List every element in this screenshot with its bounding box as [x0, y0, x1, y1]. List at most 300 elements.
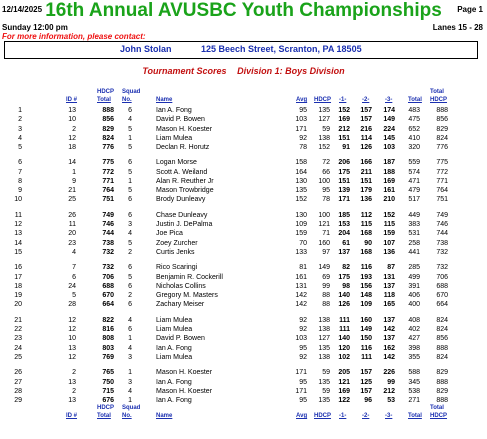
name-cell: Mason Trowbridge — [156, 187, 214, 195]
squad-cell: 6 — [128, 196, 132, 204]
game1-cell: 151 — [338, 134, 350, 142]
hdcp-cell: 88 — [322, 301, 330, 309]
id-cell: 25 — [68, 196, 76, 204]
contact-box — [4, 41, 478, 59]
hdcp-cell: 138 — [318, 134, 330, 142]
rank-cell: 26 — [14, 369, 22, 377]
game1-cell: 98 — [342, 282, 350, 290]
column-header-game-1: -1- — [339, 97, 347, 103]
game1-cell: 140 — [338, 335, 350, 343]
column-header-hdcp-total-line1: HDCP — [97, 405, 115, 411]
hdcp-total-cell: 746 — [102, 221, 114, 229]
column-header-hdcp-total-line2: Total — [97, 97, 111, 103]
column-header-game-2: -2- — [362, 97, 370, 103]
game1-cell: 91 — [342, 144, 350, 151]
id-cell: 11 — [68, 221, 76, 229]
hdcp-total-cell: 888 — [102, 107, 114, 114]
hdcp-cell: 160 — [318, 239, 330, 247]
game3-cell: 99 — [387, 378, 395, 386]
hdcp-cell: 135 — [318, 378, 330, 386]
game3-cell: 142 — [383, 326, 395, 334]
hdcp-cell: 127 — [318, 116, 330, 124]
squad-cell: 6 — [128, 301, 132, 309]
game2-cell: 157 — [360, 369, 372, 377]
squad-cell: 1 — [128, 397, 132, 404]
hdcp-total-cell: 856 — [102, 116, 114, 124]
game3-cell: 145 — [383, 134, 395, 142]
name-cell: Zoey Zurcher — [156, 239, 198, 247]
report-date: 12/14/2025 — [2, 5, 43, 14]
table-row — [0, 345, 487, 354]
game3-cell: 137 — [383, 282, 395, 290]
name-cell: Mason H. Koester — [156, 387, 213, 395]
avg-cell: 133 — [295, 248, 307, 256]
rank-cell: 7 — [18, 168, 22, 176]
squad-cell: 3 — [128, 221, 132, 229]
game2-cell: 179 — [360, 187, 372, 195]
table-row — [0, 240, 487, 249]
table-row — [0, 135, 487, 144]
total-hdcp-cell: 738 — [436, 239, 448, 247]
total-hdcp-cell: 749 — [436, 211, 448, 219]
avg-cell: 152 — [295, 196, 307, 204]
contact-info-label: For more information, please contact: — [2, 32, 146, 41]
game1-cell: 171 — [338, 196, 350, 204]
avg-cell: 161 — [295, 273, 307, 281]
table-row — [0, 354, 487, 363]
hdcp-total-cell: 750 — [102, 378, 114, 386]
report-time: Sunday 12:00 pm — [2, 23, 68, 32]
hdcp-cell: 69 — [322, 273, 330, 281]
game3-cell: 137 — [383, 335, 395, 343]
rank-cell: 15 — [14, 248, 22, 256]
column-header-total-hdcp-line2: HDCP — [430, 413, 448, 419]
table-row — [0, 159, 487, 168]
squad-cell: 4 — [128, 230, 132, 238]
game1-cell: 140 — [338, 292, 350, 300]
squad-cell: 5 — [128, 273, 132, 281]
id-cell: 14 — [68, 159, 76, 167]
game1-cell: 121 — [338, 378, 350, 386]
game1-cell: 137 — [338, 248, 350, 256]
rank-cell: 18 — [14, 282, 22, 290]
rank-cell: 22 — [14, 326, 22, 334]
id-cell: 2 — [72, 125, 76, 133]
id-cell: 9 — [72, 177, 76, 185]
total-hdcp-cell: 888 — [436, 107, 448, 114]
game2-cell: 90 — [364, 239, 372, 247]
total-hdcp-cell: 824 — [436, 326, 448, 334]
hdcp-total-cell: 749 — [102, 211, 114, 219]
id-cell: 10 — [68, 116, 76, 124]
hdcp-cell: 97 — [322, 248, 330, 256]
hdcp-cell: 121 — [318, 221, 330, 229]
game1-cell: 122 — [338, 397, 350, 404]
game3-cell: 174 — [383, 107, 395, 114]
table-row — [0, 388, 487, 397]
total-cell: 345 — [408, 378, 420, 386]
squad-cell: 2 — [128, 248, 132, 256]
column-header-squad-line2: No. — [122, 413, 132, 419]
table-row — [0, 249, 487, 258]
game2-cell: 116 — [360, 344, 372, 352]
game2-cell: 109 — [360, 301, 372, 309]
hdcp-total-cell: 738 — [102, 239, 114, 247]
column-header-avg: Avg — [296, 97, 308, 103]
total-cell: 531 — [408, 230, 420, 238]
game2-cell: 125 — [360, 378, 372, 386]
hdcp-total-cell: 732 — [102, 264, 114, 272]
rank-cell: 24 — [14, 344, 22, 352]
total-hdcp-cell: 856 — [436, 335, 448, 343]
hdcp-total-cell: 769 — [102, 353, 114, 361]
rank-cell: 3 — [18, 125, 22, 133]
total-cell: 538 — [408, 387, 420, 395]
table-row — [0, 178, 487, 187]
squad-cell: 1 — [128, 134, 132, 142]
squad-cell: 6 — [128, 159, 132, 167]
hdcp-total-cell: 765 — [102, 369, 114, 377]
game1-cell: 152 — [338, 107, 350, 114]
rank-cell: 20 — [14, 301, 22, 309]
game3-cell: 107 — [383, 239, 395, 247]
total-hdcp-cell: 775 — [436, 159, 448, 167]
total-hdcp-cell: 764 — [436, 187, 448, 195]
squad-cell: 4 — [128, 387, 132, 395]
game3-cell: 210 — [383, 196, 395, 204]
game2-cell: 216 — [360, 125, 372, 133]
hdcp-cell: 95 — [322, 187, 330, 195]
avg-cell: 109 — [295, 221, 307, 229]
id-cell: 2 — [72, 387, 76, 395]
page-number: Page 1 — [457, 5, 483, 14]
id-cell: 12 — [68, 134, 76, 142]
id-cell: 13 — [68, 378, 76, 386]
total-cell: 355 — [408, 353, 420, 361]
squad-cell: 4 — [128, 316, 132, 324]
game1-cell: 139 — [338, 187, 350, 195]
table-row — [0, 169, 487, 178]
rank-cell: 17 — [14, 273, 22, 281]
avg-cell: 103 — [295, 116, 307, 124]
avg-cell: 92 — [299, 353, 307, 361]
game1-cell: 206 — [338, 159, 350, 167]
column-header-game-1: -1- — [339, 413, 347, 419]
hdcp-total-cell: 732 — [102, 248, 114, 256]
hdcp-total-cell: 744 — [102, 230, 114, 238]
game1-cell: 205 — [338, 369, 350, 377]
squad-cell: 5 — [128, 239, 132, 247]
name-cell: Rico Scaringi — [156, 264, 198, 272]
total-cell: 483 — [408, 107, 420, 114]
id-cell: 20 — [68, 230, 76, 238]
game3-cell: 53 — [387, 397, 395, 404]
id-cell: 12 — [68, 353, 76, 361]
column-header-name: Name — [156, 97, 173, 103]
name-cell: Gregory M. Masters — [156, 292, 218, 300]
game1-cell: 102 — [338, 353, 350, 361]
game2-cell: 211 — [360, 168, 372, 176]
game2-cell: 157 — [360, 387, 372, 395]
total-cell: 559 — [408, 159, 420, 167]
name-cell: Nicholas Collins — [156, 282, 206, 290]
game3-cell: 161 — [383, 187, 395, 195]
rank-cell: 2 — [18, 116, 22, 124]
rank-cell: 28 — [14, 387, 22, 395]
column-header-id: ID # — [66, 413, 78, 419]
game3-cell: 131 — [383, 273, 395, 281]
id-cell: 6 — [72, 273, 76, 281]
hdcp-cell: 66 — [322, 168, 330, 176]
total-hdcp-cell: 670 — [436, 292, 448, 300]
id-cell: 7 — [72, 264, 76, 272]
name-cell: Benjamin R. Cockerill — [156, 273, 223, 281]
hdcp-cell: 78 — [322, 196, 330, 204]
rank-cell: 21 — [14, 316, 22, 324]
column-header-hdcp-total-line2: Total — [97, 413, 111, 419]
hdcp-total-cell: 688 — [102, 282, 114, 290]
game1-cell: 175 — [338, 273, 350, 281]
game1-cell: 111 — [339, 326, 350, 334]
game3-cell: 87 — [387, 264, 395, 272]
squad-cell: 5 — [128, 187, 132, 195]
hdcp-total-cell: 670 — [102, 292, 114, 300]
rank-cell: 4 — [18, 134, 22, 142]
column-header-squad-line1: Squad — [122, 89, 141, 95]
name-cell: David P. Bowen — [156, 116, 205, 124]
id-cell: 5 — [72, 292, 76, 300]
total-cell: 449 — [408, 211, 420, 219]
avg-cell: 78 — [299, 144, 307, 151]
rank-cell: 29 — [14, 397, 22, 404]
squad-cell: 5 — [128, 125, 132, 133]
hdcp-cell: 59 — [322, 125, 330, 133]
hdcp-cell: 72 — [322, 159, 330, 167]
name-cell: Chase Dunleavy — [156, 211, 208, 219]
name-cell: David P. Bowen — [156, 335, 205, 343]
game2-cell: 156 — [360, 282, 372, 290]
game2-cell: 168 — [360, 230, 372, 238]
table-row — [0, 379, 487, 388]
hdcp-total-cell: 803 — [102, 344, 114, 352]
rank-cell: 6 — [18, 159, 22, 167]
hdcp-cell: 59 — [322, 387, 330, 395]
game2-cell: 157 — [360, 116, 372, 124]
game1-cell: 153 — [338, 221, 350, 229]
game2-cell: 96 — [364, 397, 372, 404]
column-header-name: Name — [156, 413, 173, 419]
total-cell: 410 — [408, 134, 420, 142]
game3-cell: 136 — [383, 248, 395, 256]
table-row — [0, 107, 487, 116]
game1-cell: 82 — [342, 264, 350, 272]
squad-cell: 3 — [128, 353, 132, 361]
total-hdcp-cell: 732 — [436, 248, 448, 256]
total-cell: 408 — [408, 316, 420, 324]
game3-cell: 149 — [383, 116, 395, 124]
game2-cell: 126 — [360, 144, 372, 151]
total-hdcp-cell: 824 — [436, 316, 448, 324]
total-hdcp-cell: 888 — [436, 378, 448, 386]
column-header-game-2: -2- — [362, 413, 370, 419]
tournament-title: 16th Annual AVUSBC Youth Championships — [45, 0, 442, 21]
total-hdcp-cell: 688 — [436, 282, 448, 290]
id-cell: 13 — [68, 344, 76, 352]
rank-cell: 19 — [14, 292, 22, 300]
hdcp-cell: 99 — [322, 282, 330, 290]
rank-cell: 25 — [14, 353, 22, 361]
avg-cell: 171 — [295, 125, 307, 133]
total-hdcp-cell: 772 — [436, 168, 448, 176]
squad-cell: 1 — [128, 335, 132, 343]
hdcp-total-cell: 829 — [102, 125, 114, 133]
name-cell: Logan Morse — [156, 159, 197, 167]
game2-cell: 166 — [360, 159, 372, 167]
squad-cell: 6 — [128, 326, 132, 334]
column-header-game-3: -3- — [385, 413, 393, 419]
total-cell: 427 — [408, 335, 420, 343]
table-row — [0, 301, 487, 310]
game3-cell: 137 — [383, 316, 395, 324]
squad-cell: 4 — [128, 344, 132, 352]
column-header-hdcp-total-line1: HDCP — [97, 89, 115, 95]
name-cell: Ian A. Fong — [156, 378, 192, 386]
rank-cell: 8 — [18, 177, 22, 185]
avg-cell: 92 — [299, 326, 307, 334]
total-cell: 441 — [408, 248, 420, 256]
name-cell: Ian A. Fong — [156, 397, 192, 404]
contact-name: John Stolan — [120, 44, 172, 54]
name-cell: Declan R. Horutz — [156, 144, 210, 151]
total-hdcp-cell: 888 — [436, 344, 448, 352]
hdcp-cell: 88 — [322, 292, 330, 300]
game2-cell: 160 — [360, 316, 372, 324]
column-header-game-3: -3- — [385, 97, 393, 103]
id-cell: 28 — [68, 301, 76, 309]
total-hdcp-cell: 751 — [436, 196, 448, 204]
total-cell: 471 — [408, 177, 420, 185]
game1-cell: 169 — [338, 387, 350, 395]
game2-cell: 157 — [360, 107, 372, 114]
column-header-total-hdcp-line2: HDCP — [430, 97, 448, 103]
squad-cell: 6 — [128, 264, 132, 272]
avg-cell: 171 — [295, 387, 307, 395]
total-hdcp-cell: 824 — [436, 134, 448, 142]
id-cell: 12 — [68, 326, 76, 334]
avg-cell: 92 — [299, 134, 307, 142]
table-row — [0, 264, 487, 273]
name-cell: Liam Mulea — [156, 134, 193, 142]
name-cell: Joe Pica — [156, 230, 183, 238]
total-cell: 271 — [408, 397, 420, 404]
game2-cell: 136 — [360, 196, 372, 204]
game3-cell: 165 — [383, 301, 395, 309]
total-cell: 475 — [408, 116, 420, 124]
total-hdcp-cell: 829 — [436, 369, 448, 377]
game2-cell: 148 — [360, 292, 372, 300]
game2-cell: 112 — [360, 211, 372, 219]
table-row — [0, 187, 487, 196]
squad-cell: 1 — [128, 369, 132, 377]
avg-cell: 158 — [295, 159, 307, 167]
avg-cell: 92 — [299, 316, 307, 324]
game3-cell: 169 — [383, 177, 395, 185]
total-cell: 406 — [408, 292, 420, 300]
table-row — [0, 317, 487, 326]
total-cell: 400 — [408, 301, 420, 309]
name-cell: Curtis Jenks — [156, 248, 195, 256]
game3-cell: 162 — [383, 344, 395, 352]
hdcp-cell: 100 — [318, 177, 330, 185]
avg-cell: 130 — [295, 177, 307, 185]
game1-cell: 61 — [342, 239, 350, 247]
total-cell: 517 — [408, 196, 420, 204]
total-hdcp-cell: 706 — [436, 273, 448, 281]
column-header-total: Total — [408, 413, 422, 419]
id-cell: 4 — [72, 248, 76, 256]
hdcp-cell: 135 — [318, 107, 330, 114]
lanes-range: Lanes 15 - 28 — [432, 23, 483, 32]
squad-cell: 6 — [128, 107, 132, 114]
hdcp-total-cell: 664 — [102, 301, 114, 309]
name-cell: Ian A. Fong — [156, 107, 192, 114]
hdcp-total-cell: 776 — [102, 144, 114, 151]
rank-cell: 27 — [14, 378, 22, 386]
hdcp-total-cell: 706 — [102, 273, 114, 281]
avg-cell: 131 — [295, 282, 307, 290]
table-row — [0, 283, 487, 292]
hdcp-cell: 135 — [318, 397, 330, 404]
hdcp-total-cell: 751 — [102, 196, 114, 204]
hdcp-total-cell: 771 — [102, 177, 114, 185]
squad-cell: 4 — [128, 116, 132, 124]
game2-cell: 150 — [360, 335, 372, 343]
game1-cell: 126 — [338, 301, 350, 309]
rank-cell: 16 — [14, 264, 22, 272]
hdcp-cell: 135 — [318, 344, 330, 352]
name-cell: Mason H. Koester — [156, 369, 213, 377]
total-cell: 499 — [408, 273, 420, 281]
avg-cell: 159 — [295, 230, 307, 238]
game2-cell: 116 — [360, 264, 372, 272]
game2-cell: 168 — [360, 248, 372, 256]
total-cell: 652 — [408, 125, 420, 133]
hdcp-cell: 138 — [318, 316, 330, 324]
total-cell: 258 — [408, 239, 420, 247]
id-cell: 12 — [68, 316, 76, 324]
name-cell: Alan R. Reuther Jr — [156, 177, 214, 185]
avg-cell: 130 — [295, 211, 307, 219]
game3-cell: 118 — [383, 292, 395, 300]
squad-cell: 5 — [128, 168, 132, 176]
table-row — [0, 126, 487, 135]
id-cell: 26 — [68, 211, 76, 219]
hdcp-cell: 100 — [318, 211, 330, 219]
total-cell: 285 — [408, 264, 420, 272]
squad-cell: 1 — [128, 177, 132, 185]
hdcp-total-cell: 824 — [102, 134, 114, 142]
rank-cell: 13 — [14, 230, 22, 238]
game2-cell: 114 — [360, 134, 372, 142]
total-cell: 391 — [408, 282, 420, 290]
name-cell: Zachary Meiser — [156, 301, 205, 309]
hdcp-cell: 59 — [322, 369, 330, 377]
table-row — [0, 335, 487, 344]
id-cell: 24 — [68, 282, 76, 290]
rank-cell: 1 — [18, 107, 22, 114]
avg-cell: 171 — [295, 369, 307, 377]
total-cell: 479 — [408, 187, 420, 195]
